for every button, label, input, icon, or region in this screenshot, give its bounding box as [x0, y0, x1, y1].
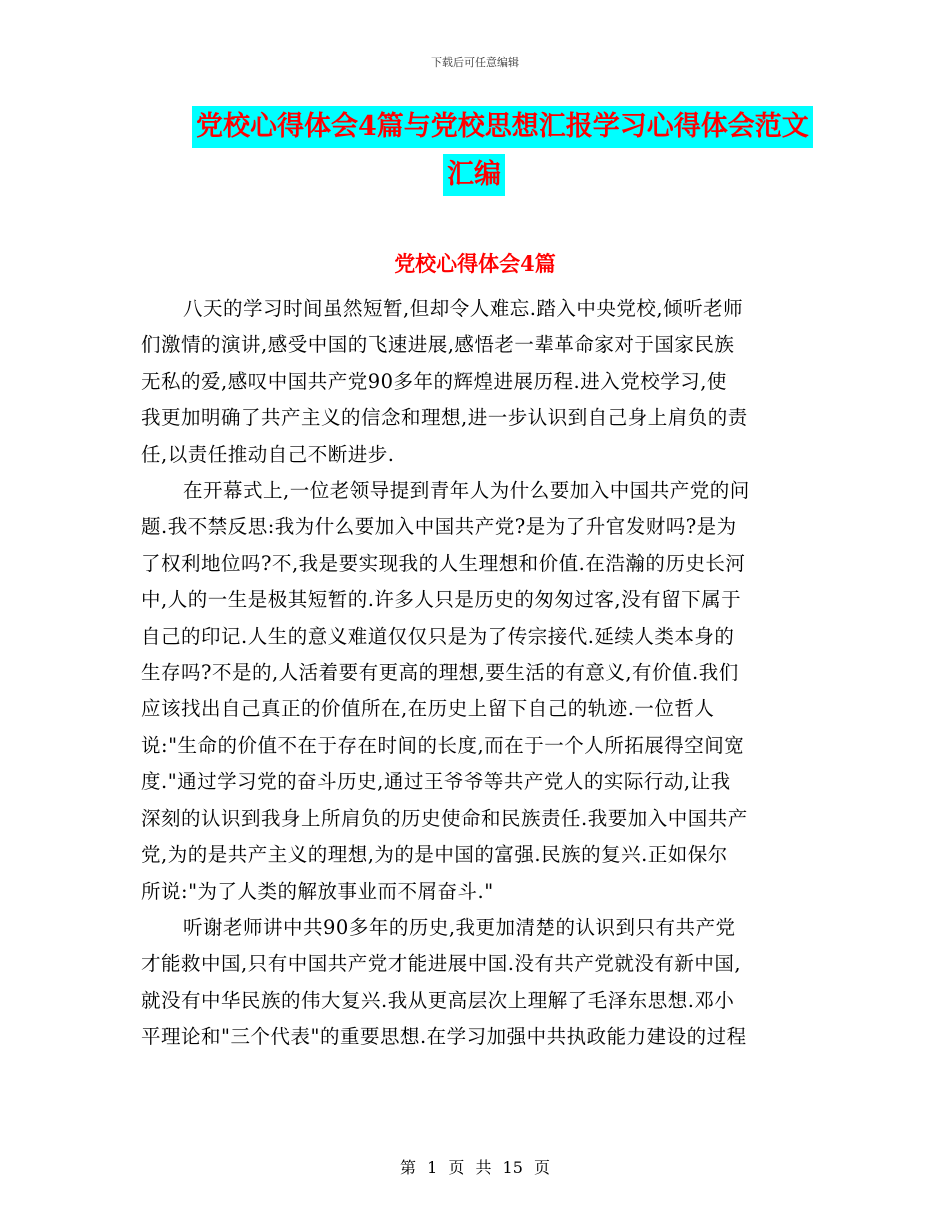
paragraph-line: 自己的印记.人生的意义难道仅仅只是为了传宗接代.延续人类本身的	[141, 624, 735, 648]
paragraph-2	[141, 473, 811, 910]
document-title-line-2: 汇编	[443, 154, 505, 196]
document-title-line-1: 党校心得体会4篇与党校思想汇报学习心得体会范文	[192, 106, 813, 148]
paragraph-line: 平理论和"三个代表"的重要思想.在学习加强中共执政能力建设的过程	[141, 1025, 747, 1049]
paragraph-line: 了权利地位吗?不,我是要实现我的人生理想和价值.在浩瀚的历史长河	[141, 551, 746, 575]
page-footer: 第 1 页 共 15 页	[400, 1158, 550, 1177]
paragraph-line: 们激情的演讲,感受中国的飞速进展,感悟老一辈革命家对于国家民族	[141, 333, 735, 357]
paragraph-line: 度."通过学习党的奋斗历史,通过王爷爷等共产党人的实际行动,让我	[141, 770, 731, 794]
paragraph-line: 生存吗?不是的,人活着要有更高的理想,要生活的有意义,有价值.我们	[141, 661, 739, 685]
paragraph-line: 就没有中华民族的伟大复兴.我从更高层次上理解了毛泽东思想.邓小	[141, 988, 735, 1012]
paragraph-line: 听谢老师讲中共90多年的历史,我更加清楚的认识到只有共产党	[183, 915, 736, 939]
paragraph-line: 党,为的是共产主义的理想,为的是中国的富强.民族的复兴.正如保尔	[141, 843, 728, 867]
paragraph-line: 在开幕式上,一位老领导提到青年人为什么要加入中国共产党的问	[183, 479, 750, 503]
paragraph-line: 八天的学习时间虽然短暂,但却令人难忘.踏入中央党校,倾听老师	[183, 297, 744, 320]
header-note: 下载后可任意编辑	[431, 56, 519, 69]
paragraph-line: 中,人的一生是极其短暂的.许多人只是历史的匆匆过客,没有留下属于	[141, 588, 742, 612]
paragraph-line: 无私的爱,感叹中国共产党90多年的辉煌进展历程.进入党校学习,使	[141, 369, 727, 393]
paragraph-line: 才能救中国,只有中国共产党才能进展中国.没有共产党就没有新中国,	[141, 952, 742, 976]
paragraph-line: 所说:"为了人类的解放事业而不屑奋斗."	[141, 879, 494, 903]
body-text	[141, 291, 811, 1056]
paragraph-line: 说:"生命的价值不在于存在时间的长度,而在于一个人所拓展得空间宽	[141, 733, 745, 757]
paragraph-line: 深刻的认识到我身上所肩负的历史使命和民族责任.我要加入中国共产	[141, 806, 748, 830]
paragraph-line: 任,以责任推动自己不断进步.	[141, 442, 395, 466]
paragraph-3	[141, 910, 811, 1056]
paragraph-line: 题.我不禁反思:我为什么要加入中国共产党?是为了升官发财吗?是为	[141, 515, 737, 539]
paragraph-1	[141, 291, 811, 473]
section-title: 党校心得体会4篇	[394, 251, 556, 276]
paragraph-line: 应该找出自己真正的价值所在,在历史上留下自己的轨迹.一位哲人	[141, 697, 715, 721]
paragraph-line: 我更加明确了共产主义的信念和理想,进一步认识到自己身上肩负的责	[141, 406, 748, 430]
